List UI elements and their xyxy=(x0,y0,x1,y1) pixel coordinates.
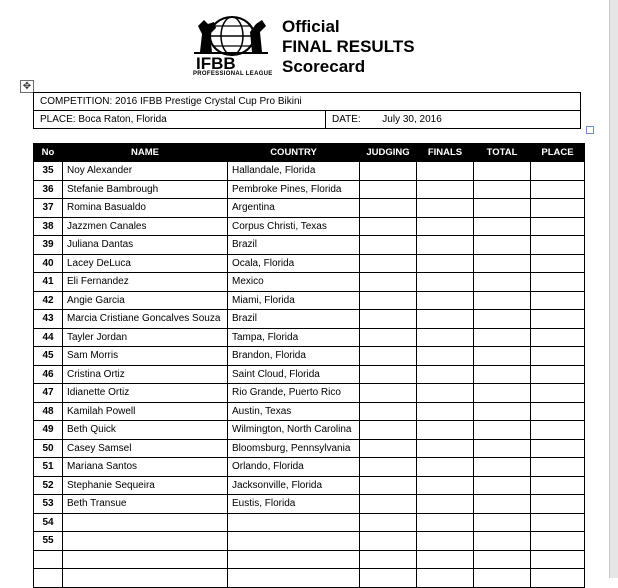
place-cell[interactable] xyxy=(531,476,585,495)
table-row xyxy=(34,236,585,255)
no-cell[interactable]: 55 xyxy=(34,532,63,551)
title-line-scorecard: Scorecard xyxy=(282,57,366,76)
no-cell[interactable]: 49 xyxy=(34,421,63,440)
competition-info-table xyxy=(33,92,581,129)
table-row xyxy=(34,402,585,421)
name-cell[interactable]: Kamilah Powell xyxy=(63,402,228,421)
name-cell[interactable]: Angie Garcia xyxy=(63,291,228,310)
total-cell[interactable] xyxy=(474,476,531,495)
place-cell[interactable] xyxy=(531,458,585,477)
table-row xyxy=(34,291,585,310)
results-table xyxy=(33,143,585,588)
country-cell[interactable]: Jacksonville, Florida xyxy=(228,476,360,495)
finals-cell[interactable] xyxy=(417,495,474,514)
country-cell[interactable] xyxy=(228,550,360,569)
finals-cell[interactable] xyxy=(417,439,474,458)
table-row xyxy=(34,365,585,384)
no-cell[interactable]: 36 xyxy=(34,180,63,199)
total-cell[interactable] xyxy=(474,421,531,440)
logo-text: IFBB xyxy=(196,54,236,73)
name-cell[interactable]: Noy Alexander xyxy=(63,162,228,181)
finals-cell[interactable] xyxy=(417,402,474,421)
total-cell[interactable] xyxy=(474,439,531,458)
name-cell[interactable]: Marcia Cristiane Goncalves Souza xyxy=(63,310,228,329)
no-cell[interactable]: 52 xyxy=(34,476,63,495)
name-cell[interactable]: Stefanie Bambrough xyxy=(63,180,228,199)
no-cell[interactable]: 44 xyxy=(34,328,63,347)
judging-cell[interactable] xyxy=(360,310,417,329)
total-cell[interactable] xyxy=(474,236,531,255)
name-cell[interactable]: Cristina Ortiz xyxy=(63,365,228,384)
finals-cell[interactable] xyxy=(417,384,474,403)
no-cell[interactable]: 48 xyxy=(34,402,63,421)
place-cell[interactable] xyxy=(531,199,585,218)
country-cell[interactable]: Rio Grande, Puerto Rico xyxy=(228,384,360,403)
table-resize-handle[interactable] xyxy=(586,126,594,134)
no-cell[interactable]: 38 xyxy=(34,217,63,236)
judging-cell[interactable] xyxy=(360,384,417,403)
country-cell[interactable]: Argentina xyxy=(228,199,360,218)
country-cell[interactable]: Tampa, Florida xyxy=(228,328,360,347)
total-cell[interactable] xyxy=(474,495,531,514)
judging-cell[interactable] xyxy=(360,236,417,255)
total-cell[interactable] xyxy=(474,458,531,477)
table-row xyxy=(34,532,585,551)
total-cell[interactable] xyxy=(474,310,531,329)
table-row xyxy=(34,513,585,532)
name-cell[interactable]: Eli Fernandez xyxy=(63,273,228,292)
date-value: July 30, 2016 xyxy=(382,114,442,125)
no-cell[interactable]: 41 xyxy=(34,273,63,292)
col-header-place: PLACE xyxy=(531,144,585,162)
total-cell[interactable] xyxy=(474,513,531,532)
place-cell[interactable] xyxy=(531,328,585,347)
name-cell[interactable] xyxy=(63,532,228,551)
table-move-handle-icon[interactable]: ✥ xyxy=(20,80,34,93)
country-cell[interactable]: Pembroke Pines, Florida xyxy=(228,180,360,199)
finals-cell[interactable] xyxy=(417,476,474,495)
name-cell[interactable]: Beth Transue xyxy=(63,495,228,514)
page-title xyxy=(282,17,415,77)
table-row xyxy=(34,439,585,458)
place-cell[interactable] xyxy=(531,291,585,310)
finals-cell[interactable] xyxy=(417,347,474,366)
judging-cell[interactable] xyxy=(360,328,417,347)
finals-cell[interactable] xyxy=(417,273,474,292)
no-cell[interactable]: 51 xyxy=(34,458,63,477)
no-cell[interactable]: 35 xyxy=(34,162,63,181)
table-row xyxy=(34,180,585,199)
results-header-row xyxy=(34,144,585,162)
name-cell[interactable]: Stephanie Sequeira xyxy=(63,476,228,495)
judging-cell[interactable] xyxy=(360,402,417,421)
total-cell[interactable] xyxy=(474,162,531,181)
no-cell[interactable]: 53 xyxy=(34,495,63,514)
judging-cell[interactable] xyxy=(360,347,417,366)
page-edge-scrollbar xyxy=(609,0,618,578)
total-cell[interactable] xyxy=(474,402,531,421)
place-cell[interactable] xyxy=(531,402,585,421)
no-cell[interactable]: 43 xyxy=(34,310,63,329)
total-cell[interactable] xyxy=(474,217,531,236)
finals-cell[interactable] xyxy=(417,310,474,329)
country-cell[interactable]: Miami, Florida xyxy=(228,291,360,310)
country-cell[interactable]: Hallandale, Florida xyxy=(228,162,360,181)
name-cell[interactable] xyxy=(63,513,228,532)
judging-cell[interactable] xyxy=(360,273,417,292)
table-row xyxy=(34,550,585,569)
judging-cell[interactable] xyxy=(360,458,417,477)
total-cell[interactable] xyxy=(474,532,531,551)
finals-cell[interactable] xyxy=(417,532,474,551)
place-cell[interactable] xyxy=(531,384,585,403)
finals-cell[interactable] xyxy=(417,254,474,273)
no-cell[interactable]: 46 xyxy=(34,365,63,384)
place-cell[interactable] xyxy=(531,236,585,255)
table-row xyxy=(34,421,585,440)
col-header-judging: JUDGING xyxy=(360,144,417,162)
judging-cell[interactable] xyxy=(360,513,417,532)
finals-cell[interactable] xyxy=(417,421,474,440)
country-cell[interactable]: Austin, Texas xyxy=(228,402,360,421)
col-header-total: TOTAL xyxy=(474,144,531,162)
total-cell[interactable] xyxy=(474,273,531,292)
table-row xyxy=(34,162,585,181)
no-cell[interactable]: 40 xyxy=(34,254,63,273)
no-cell[interactable]: 50 xyxy=(34,439,63,458)
total-cell[interactable] xyxy=(474,347,531,366)
total-cell[interactable] xyxy=(474,180,531,199)
judging-cell[interactable] xyxy=(360,439,417,458)
place-cell[interactable] xyxy=(531,550,585,569)
table-row xyxy=(34,458,585,477)
name-cell[interactable]: Casey Samsel xyxy=(63,439,228,458)
judging-cell[interactable] xyxy=(360,217,417,236)
no-cell[interactable]: 54 xyxy=(34,513,63,532)
name-cell[interactable]: Jazzmen Canales xyxy=(63,217,228,236)
place-cell: PLACE: Boca Raton, Florida xyxy=(34,111,326,129)
competition-cell: COMPETITION: 2016 IFBB Prestige Crystal Cup Pro Bikini xyxy=(34,93,581,111)
title-line-final-results: FINAL RESULTS xyxy=(282,37,415,56)
country-cell[interactable]: Brazil xyxy=(228,310,360,329)
date-label: DATE: xyxy=(332,114,361,125)
no-cell[interactable]: 39 xyxy=(34,236,63,255)
finals-cell[interactable] xyxy=(417,217,474,236)
finals-cell[interactable] xyxy=(417,328,474,347)
name-cell[interactable]: Lacey DeLuca xyxy=(63,254,228,273)
date-cell xyxy=(326,111,581,129)
judging-cell[interactable] xyxy=(360,365,417,384)
place-cell[interactable] xyxy=(531,310,585,329)
judging-cell[interactable] xyxy=(360,199,417,218)
table-row xyxy=(34,199,585,218)
place-cell[interactable] xyxy=(531,254,585,273)
total-cell[interactable] xyxy=(474,328,531,347)
judging-cell[interactable] xyxy=(360,254,417,273)
judging-cell[interactable] xyxy=(360,291,417,310)
logo-subtext: PROFESSIONAL LEAGUE xyxy=(193,71,273,77)
country-cell[interactable] xyxy=(228,532,360,551)
finals-cell[interactable] xyxy=(417,458,474,477)
judging-cell[interactable] xyxy=(360,421,417,440)
table-row xyxy=(34,273,585,292)
finals-cell[interactable] xyxy=(417,162,474,181)
place-cell[interactable] xyxy=(531,365,585,384)
name-cell[interactable]: Romina Basualdo xyxy=(63,199,228,218)
col-header-finals: FINALS xyxy=(417,144,474,162)
finals-cell[interactable] xyxy=(417,180,474,199)
name-cell[interactable]: Idianette Ortiz xyxy=(63,384,228,403)
finals-cell[interactable] xyxy=(417,199,474,218)
no-cell[interactable]: 47 xyxy=(34,384,63,403)
name-cell[interactable]: Sam Morris xyxy=(63,347,228,366)
col-header-name: NAME xyxy=(63,144,228,162)
place-cell[interactable] xyxy=(531,217,585,236)
judging-cell[interactable] xyxy=(360,180,417,199)
country-cell[interactable]: Corpus Christi, Texas xyxy=(228,217,360,236)
table-row xyxy=(34,347,585,366)
place-cell[interactable] xyxy=(531,162,585,181)
finals-cell[interactable] xyxy=(417,236,474,255)
name-cell[interactable]: Tayler Jordan xyxy=(63,328,228,347)
total-cell[interactable] xyxy=(474,254,531,273)
total-cell[interactable] xyxy=(474,199,531,218)
place-cell[interactable] xyxy=(531,421,585,440)
name-cell[interactable]: Juliana Dantas xyxy=(63,236,228,255)
country-cell[interactable]: Saint Cloud, Florida xyxy=(228,365,360,384)
place-cell[interactable] xyxy=(531,495,585,514)
table-row xyxy=(34,217,585,236)
place-cell[interactable] xyxy=(531,532,585,551)
finals-cell[interactable] xyxy=(417,365,474,384)
total-cell[interactable] xyxy=(474,365,531,384)
country-cell[interactable]: Mexico xyxy=(228,273,360,292)
total-cell[interactable] xyxy=(474,384,531,403)
table-row xyxy=(34,310,585,329)
name-cell[interactable]: Mariana Santos xyxy=(63,458,228,477)
finals-cell[interactable] xyxy=(417,291,474,310)
table-row xyxy=(34,328,585,347)
country-cell[interactable]: Bloomsburg, Pennsylvania xyxy=(228,439,360,458)
name-cell[interactable]: Beth Quick xyxy=(63,421,228,440)
col-header-no: No xyxy=(34,144,63,162)
country-cell[interactable]: Wilmington, North Carolina xyxy=(228,421,360,440)
country-cell[interactable]: Brandon, Florida xyxy=(228,347,360,366)
country-cell[interactable]: Ocala, Florida xyxy=(228,254,360,273)
country-cell[interactable]: Orlando, Florida xyxy=(228,458,360,477)
total-cell[interactable] xyxy=(474,291,531,310)
name-cell[interactable] xyxy=(63,550,228,569)
total-cell[interactable] xyxy=(474,550,531,569)
place-cell[interactable] xyxy=(531,273,585,292)
country-cell[interactable] xyxy=(228,513,360,532)
judging-cell[interactable] xyxy=(360,532,417,551)
col-header-country: COUNTRY xyxy=(228,144,360,162)
no-cell[interactable]: 37 xyxy=(34,199,63,218)
table-row xyxy=(34,254,585,273)
judging-cell[interactable] xyxy=(360,495,417,514)
no-cell[interactable] xyxy=(34,550,63,569)
place-cell[interactable] xyxy=(531,439,585,458)
table-row xyxy=(34,495,585,514)
place-cell[interactable] xyxy=(531,513,585,532)
finals-cell[interactable] xyxy=(417,513,474,532)
table-row xyxy=(34,476,585,495)
country-cell[interactable]: Brazil xyxy=(228,236,360,255)
judging-cell[interactable] xyxy=(360,550,417,569)
place-cell[interactable] xyxy=(531,180,585,199)
table-row xyxy=(34,384,585,403)
title-line-official: Official xyxy=(282,17,340,36)
no-cell[interactable]: 45 xyxy=(34,347,63,366)
country-cell[interactable]: Eustis, Florida xyxy=(228,495,360,514)
no-cell[interactable]: 42 xyxy=(34,291,63,310)
judging-cell[interactable] xyxy=(360,162,417,181)
judging-cell[interactable] xyxy=(360,476,417,495)
finals-cell[interactable] xyxy=(417,550,474,569)
place-cell[interactable] xyxy=(531,347,585,366)
